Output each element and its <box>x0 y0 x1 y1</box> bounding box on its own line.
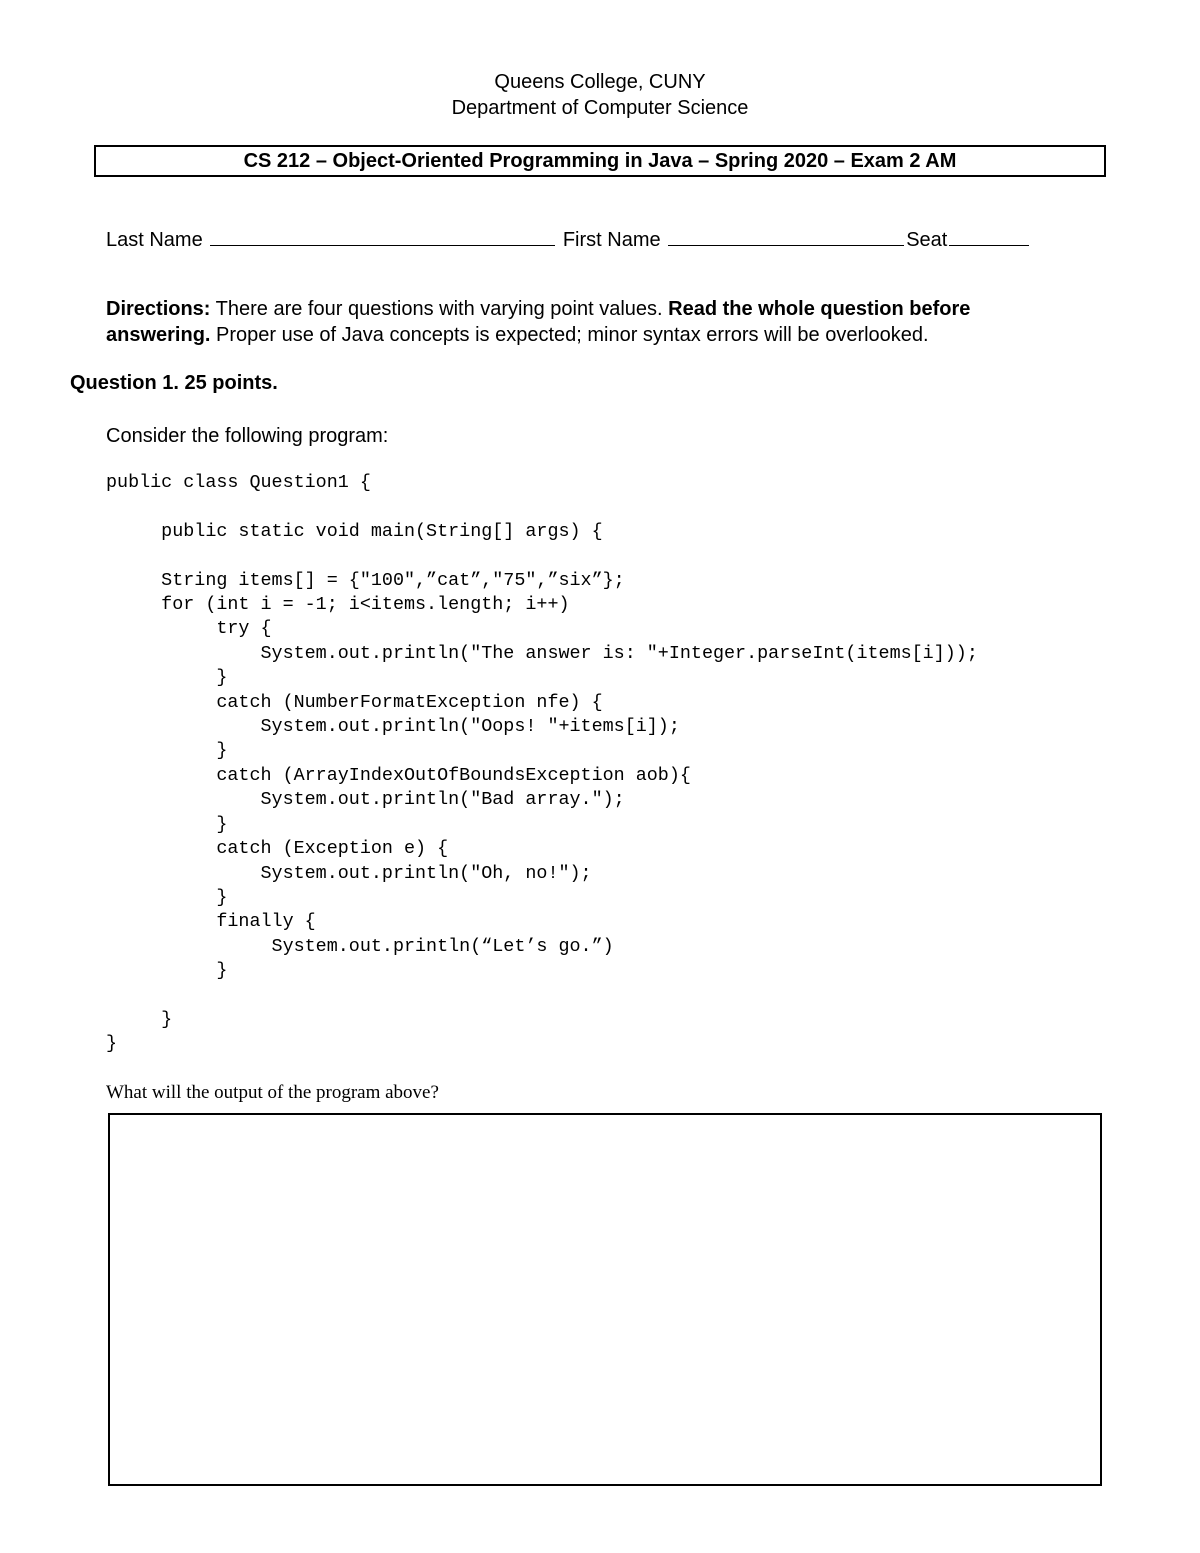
seat-blank[interactable] <box>949 227 1029 246</box>
code-line: } <box>106 960 228 982</box>
code-line: catch (NumberFormatException nfe) { <box>106 691 603 713</box>
seat-label: Seat <box>906 229 948 251</box>
directions-text-1: There are four questions with varying point values. <box>210 298 669 320</box>
exam-title-box <box>94 145 1106 177</box>
code-line: finally { <box>106 911 316 933</box>
answer-box[interactable] <box>108 1113 1102 1486</box>
code-line: System.out.println("Bad array."); <box>106 789 625 811</box>
last-name-blank[interactable] <box>210 227 555 246</box>
code-line: catch (Exception e) { <box>106 838 449 860</box>
first-name-label: First Name <box>562 229 661 251</box>
code-line: catch (ArrayIndexOutOfBoundsException aob){ <box>106 764 691 786</box>
question-1-heading: Question 1. 25 points. <box>70 372 278 394</box>
code-line: public static void main(String[] args) { <box>106 520 603 542</box>
code-line: } <box>106 1008 173 1030</box>
code-line: } <box>106 886 228 908</box>
question-1-prompt: What will the output of the program above? <box>106 1082 439 1103</box>
code-listing <box>106 471 978 1057</box>
code-line: String items[] = {"100",”cat”,"75",”six”}; <box>106 569 625 591</box>
first-name-blank[interactable] <box>668 227 904 246</box>
code-line: System.out.println("The answer is: "+Integer.parseInt(items[i])); <box>106 642 978 664</box>
last-name-label: Last Name <box>106 229 203 251</box>
code-line: for (int i = -1; i<items.length; i++) <box>106 594 570 616</box>
code-line: } <box>106 740 228 762</box>
department-name: Department of Computer Science <box>451 97 749 119</box>
code-line: public class Question1 { <box>106 472 371 493</box>
code-line: } <box>106 813 228 835</box>
code-line: } <box>106 1033 118 1055</box>
directions-label: Directions: <box>106 298 211 320</box>
institution-name: Queens College, CUNY <box>494 71 706 93</box>
code-line: System.out.println("Oops! "+items[i]); <box>106 716 680 738</box>
directions-paragraph <box>106 296 1066 348</box>
directions-bold-text: Read the whole question before answering. <box>106 298 971 346</box>
directions-text-2: Proper use of Java concepts is expected; minor syntax errors will be overlooked. <box>210 324 929 346</box>
code-line <box>106 984 978 1008</box>
question-1-intro: Consider the following program: <box>106 425 389 447</box>
exam-title: CS 212 – Object-Oriented Programming in Java – Spring 2020 – Exam 2 AM <box>243 150 957 172</box>
code-line <box>106 544 978 568</box>
code-line: System.out.println(“Let’s go.”) <box>106 935 614 957</box>
name-fields-row <box>106 227 1031 252</box>
code-line <box>106 495 978 519</box>
code-line: System.out.println("Oh, no!"); <box>106 862 592 884</box>
code-line: try { <box>106 618 272 640</box>
code-line: } <box>106 667 228 689</box>
